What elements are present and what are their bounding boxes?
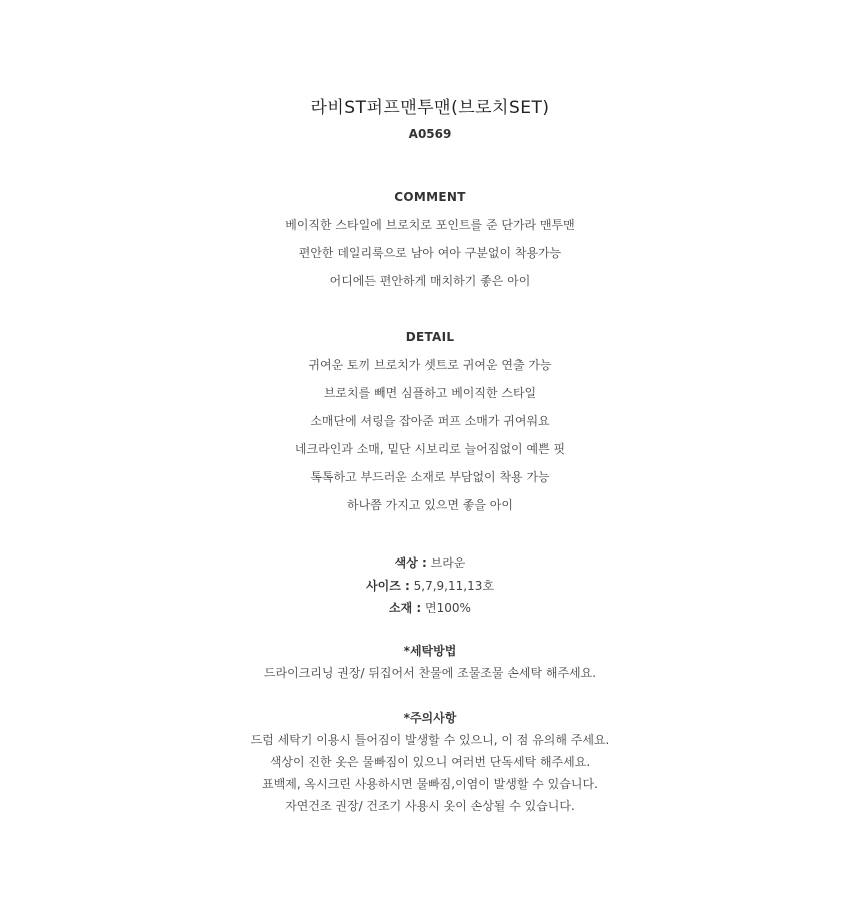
caution-line: 표백제, 옥시크린 사용하시면 물빠짐,이염이 발생할 수 있습니다. [262,777,598,791]
spec-material [0,600,860,616]
detail-line: 소매단에 셔링을 잡아준 퍼프 소매가 귀여워요 [310,414,550,428]
detail-line: 귀여운 토끼 브로치가 셋트로 귀여운 연출 가능 [308,358,552,372]
washing-text: 드라이크리닝 권장/ 뒤집어서 찬물에 조물조물 손세탁 해주세요. [263,666,597,680]
caution-line: 드럼 세탁기 이용시 틀어짐이 발생할 수 있으니, 이 점 유의해 주세요. [250,733,610,747]
detail-line: 브로치를 빼면 심플하고 베이직한 스타일 [323,386,537,400]
spec-color-label: 색상 : [394,556,427,570]
comment-line: 어디에든 편안하게 매치하기 좋은 아이 [329,274,531,288]
comment-line: 베이직한 스타일에 브로치로 포인트를 준 단가라 맨투맨 [285,218,575,232]
comment-heading: COMMENT [394,190,466,204]
detail-heading: DETAIL [405,330,455,344]
spec-material-value: 면100% [425,601,471,615]
detail-line: 네크라인과 소매, 밑단 시보리로 늘어짐없이 예쁜 핏 [294,442,566,456]
spec-color [0,555,860,571]
detail-line: 하나쯤 가지고 있으면 좋을 아이 [347,498,513,512]
spec-material-label: 소재 : [389,601,422,615]
spec-color-value: 브라운 [430,556,466,570]
caution-line: 색상이 진한 옷은 물빠짐이 있으니 여러번 단독세탁 해주세요. [269,755,591,769]
washing-heading: *세탁방법 [403,644,457,658]
caution-heading: *주의사항 [403,711,457,725]
comment-line: 편안한 데일리룩으로 남아 여아 구분없이 착용가능 [298,246,562,260]
caution-line: 자연건조 권장/ 건조기 사용시 옷이 손상될 수 있습니다. [285,799,575,813]
spec-size-value: 5,7,9,11,13호 [413,579,494,593]
spec-size-label: 사이즈 : [366,579,410,593]
detail-line: 톡톡하고 부드러운 소재로 부담없이 착용 가능 [310,470,550,484]
product-code: A0569 [408,127,452,141]
spec-size [0,578,860,594]
product-title: 라비ST퍼프맨투맨(브로치SET) [310,98,550,118]
